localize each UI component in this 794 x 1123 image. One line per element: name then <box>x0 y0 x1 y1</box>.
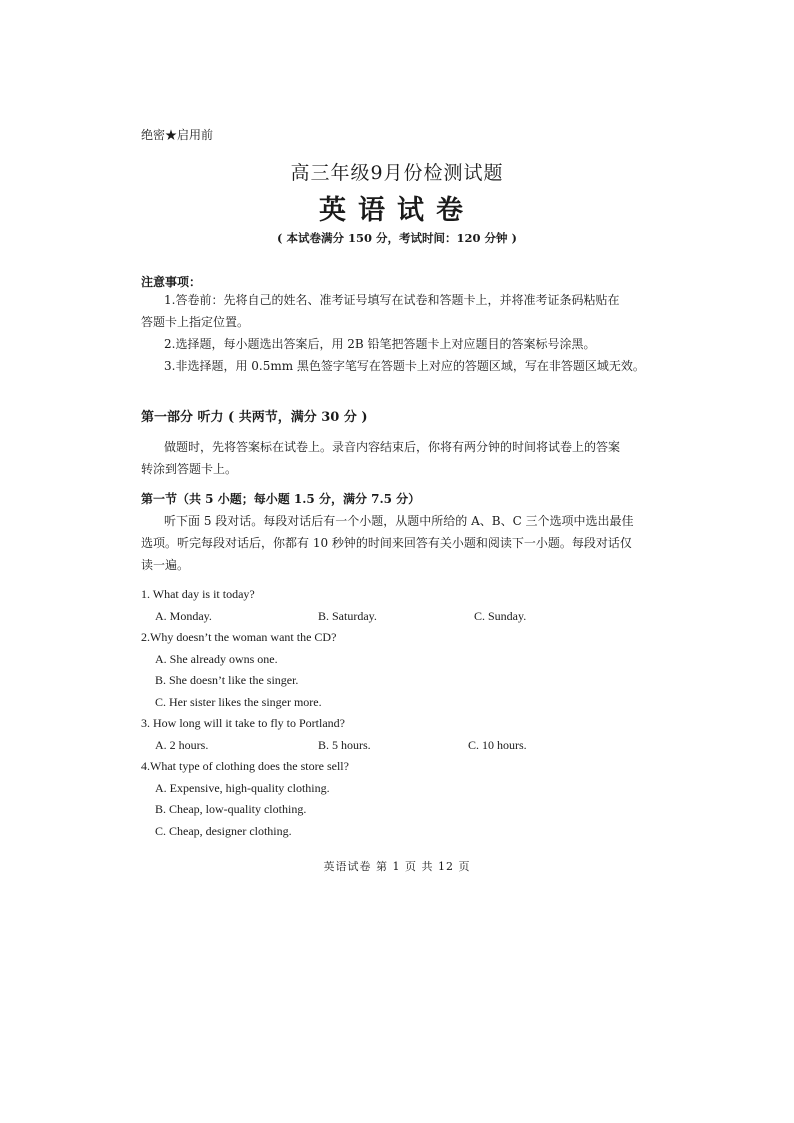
subject-title: 英语试卷 <box>319 195 475 226</box>
option-a: A. She already owns one. <box>155 652 278 666</box>
option-b: B. She doesn’t like the singer. <box>155 673 299 687</box>
notes-heading: 注意事项： <box>141 275 202 289</box>
note-line-1: 1.答卷前：先将自己的姓名、准考证号填写在试卷和答题卡上，并将准考证条码粘贴在 <box>164 293 620 307</box>
note-line-3: 3.非选择题，用 0.5mm 黑色签字笔写在答题卡上对应的答题区域，写在非答题区域无效。 <box>164 359 645 373</box>
part1-instruction-2: 转涂到答题卡上。 <box>141 462 238 476</box>
note-line-2: 2.选择题，每小题选出答案后，用 2B 铅笔把答题卡上对应题目的答案标号涂黑。 <box>164 337 596 351</box>
option-a: A. 2 hours. <box>155 738 209 752</box>
section1-instruction-3: 读一遍。 <box>141 558 190 572</box>
option-a: A. Expensive, high-quality clothing. <box>155 781 330 795</box>
question-stem: 2.Why doesn’t the woman want the CD? <box>141 630 337 644</box>
option-c: C. 10 hours. <box>468 738 527 752</box>
option-b: B. Cheap, low-quality clothing. <box>155 802 307 816</box>
question-stem: 1. What day is it today? <box>141 587 255 601</box>
page-footer: 英语试卷 第 1 页 共 12 页 <box>323 860 471 873</box>
section1-instruction-1: 听下面 5 段对话。每段对话后有一个小题，从题中所给的 A、B、C 三个选项中选出最佳 <box>164 514 634 528</box>
option-b: B. 5 hours. <box>318 738 371 752</box>
option-c: C. Her sister likes the singer more. <box>155 695 322 709</box>
confidential-mark: 绝密★启用前 <box>141 128 214 142</box>
note-line-1-cont: 答题卡上指定位置。 <box>141 315 250 329</box>
question-stem: 3. How long will it take to fly to Portland? <box>141 716 345 730</box>
part1-instruction-1: 做题时，先将答案标在试卷上。录音内容结束后，你将有两分钟的时间将试卷上的答案 <box>164 440 621 454</box>
exam-title: 高三年级9月份检测试题 <box>290 162 504 184</box>
section1-heading: 第一节（共 5 小题；每小题 1.5 分，满分 7.5 分） <box>141 492 421 506</box>
option-c: C. Sunday. <box>474 609 527 623</box>
section1-instruction-2: 选项。听完每段对话后，你都有 10 秒钟的时间来回答有关小题和阅读下一小题。每段对话仅 <box>141 536 632 550</box>
option-c: C. Cheap, designer clothing. <box>155 824 292 838</box>
part1-heading: 第一部分 听力 ( 共两节，满分 30 分 ) <box>141 410 368 425</box>
option-a: A. Monday. <box>155 609 212 623</box>
question-stem: 4.What type of clothing does the store sell? <box>141 759 349 773</box>
score-info: ( 本试卷满分 150 分，考试时间：120 分钟 ) <box>277 231 517 245</box>
option-b: B. Saturday. <box>318 609 377 623</box>
